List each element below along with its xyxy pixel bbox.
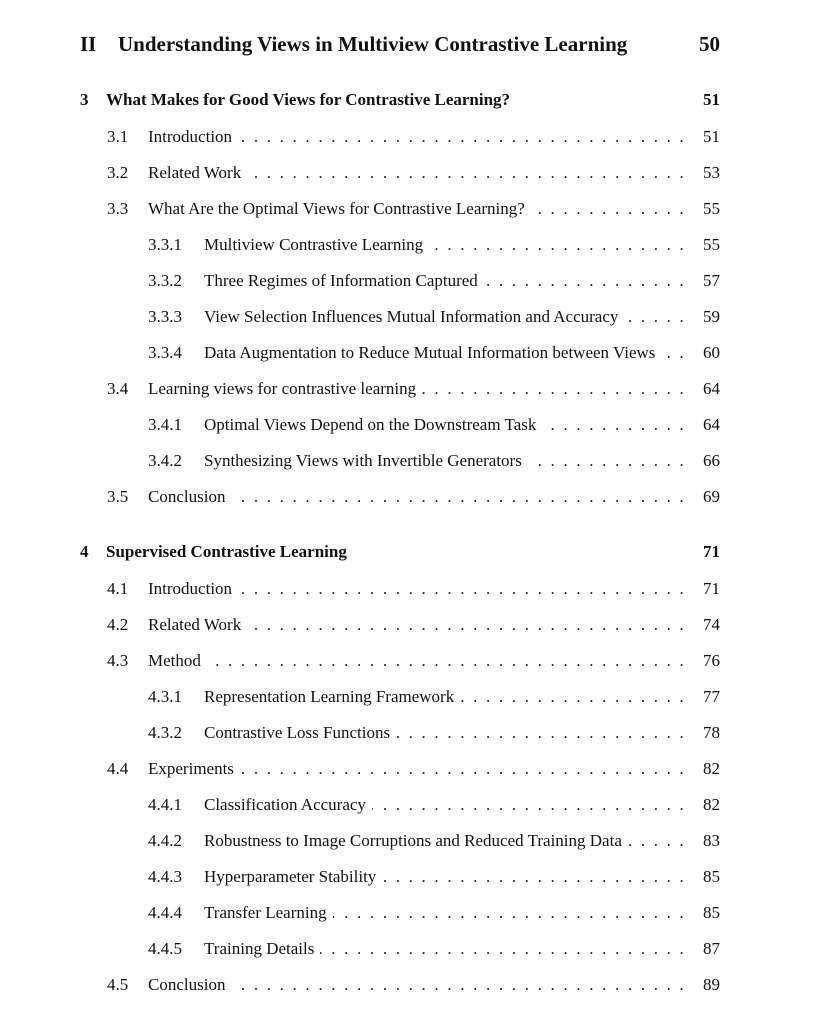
section-number: 3.2 [107,163,129,182]
chapter-heading[interactable] [80,542,720,568]
subsection-number: 3.3.3 [148,307,182,326]
part-number: II [80,32,97,56]
dot-leader [247,163,686,183]
subsection-page: 66 [703,451,720,470]
subsection-page: 82 [703,795,720,814]
dot-leader [372,795,686,815]
dot-leader [531,199,686,219]
subsection-page: 57 [703,271,720,290]
section-page: 55 [703,199,720,218]
section-title: Conclusion [148,975,226,994]
subsection-number: 4.4.1 [148,795,182,814]
subsection-page: 77 [703,687,720,706]
subsection-page: 87 [703,939,720,958]
dot-leader [320,939,686,959]
subsection-title: Optimal Views Depend on the Downstream Task [204,415,537,434]
toc-entry[interactable] [107,163,720,189]
subsection-page: 64 [703,415,720,434]
toc-entry[interactable] [148,451,720,477]
subsection-title: Data Augmentation to Reduce Mutual Information between Views [204,343,656,362]
dot-leader [333,903,686,923]
chapter-page: 71 [703,542,720,561]
section-title: Introduction [148,579,233,598]
subsection-number: 4.4.5 [148,939,182,958]
dot-leader [247,615,686,635]
chapter-number: 3 [80,90,89,109]
subsection-number: 4.3.2 [148,723,182,742]
dot-leader [484,271,686,291]
subsection-number: 3.3.2 [148,271,182,290]
dot-leader [396,723,686,743]
subsection-title: Transfer Learning [204,903,327,922]
subsection-number: 3.4.1 [148,415,182,434]
toc-entry[interactable] [148,795,720,821]
toc-entry[interactable] [107,759,720,785]
dot-leader [528,451,686,471]
toc-entry[interactable] [148,415,720,441]
section-page: 64 [703,379,720,398]
toc-entry[interactable] [148,343,720,369]
subsection-page: 83 [703,831,720,850]
subsection-title: Training Details [204,939,315,958]
chapter-heading[interactable] [80,90,720,116]
dot-leader [429,235,686,255]
toc-entry[interactable] [107,379,720,405]
section-number: 3.5 [107,487,129,506]
dot-leader [422,379,686,399]
subsection-page: 55 [703,235,720,254]
dot-leader [628,831,686,851]
dot-leader [240,759,686,779]
section-page: 53 [703,163,720,182]
subsection-number: 4.3.1 [148,687,182,706]
subsection-number: 3.4.2 [148,451,182,470]
part-heading [80,32,720,58]
dot-leader [460,687,686,707]
section-page: 71 [703,579,720,598]
subsection-page: 85 [703,903,720,922]
section-number: 4.3 [107,651,129,670]
part-page: 50 [699,32,720,56]
section-page: 69 [703,487,720,506]
toc-entry[interactable] [148,831,720,857]
section-title: Related Work [148,163,242,182]
subsection-number: 4.4.3 [148,867,182,886]
toc-entry[interactable] [107,199,720,225]
dot-leader [382,867,686,887]
dot-leader [231,487,686,507]
section-title: What Are the Optimal Views for Contrastive Learning? [148,199,525,218]
chapter-title: What Makes for Good Views for Contrastive Learning? [106,90,511,109]
toc-entry[interactable] [107,579,720,605]
subsection-page: 85 [703,867,720,886]
subsection-title: Classification Accuracy [204,795,366,814]
section-number: 3.1 [107,127,129,146]
subsection-title: Robustness to Image Corruptions and Reduced Training Data [204,831,622,850]
subsection-number: 4.4.4 [148,903,182,922]
section-page: 76 [703,651,720,670]
section-number: 4.2 [107,615,129,634]
chapter-page: 51 [703,90,720,109]
subsection-title: Three Regimes of Information Captured [204,271,478,290]
subsection-page: 60 [703,343,720,362]
toc-entry[interactable] [107,127,720,153]
subsection-number: 3.3.1 [148,235,182,254]
section-number: 4.4 [107,759,129,778]
toc-entry[interactable] [148,723,720,749]
section-title: Conclusion [148,487,226,506]
toc-entry[interactable] [148,235,720,261]
section-title: Introduction [148,127,233,146]
section-number: 3.3 [107,199,129,218]
subsection-title: Hyperparameter Stability [204,867,377,886]
dot-leader [624,307,686,327]
section-title: Method [148,651,201,670]
toc-entry[interactable] [107,651,720,677]
toc-entry[interactable] [107,487,720,513]
subsection-title: Multiview Contrastive Learning [204,235,424,254]
section-page: 82 [703,759,720,778]
dot-leader [661,343,686,363]
section-title: Experiments [148,759,234,778]
subsection-title: View Selection Influences Mutual Information and Accuracy [204,307,619,326]
toc-entry[interactable] [148,867,720,893]
section-page: 89 [703,975,720,994]
dot-leader [238,579,686,599]
dot-leader [238,127,686,147]
toc-entry[interactable] [148,903,720,929]
subsection-number: 3.3.4 [148,343,182,362]
chapter-number: 4 [80,542,89,561]
subsection-page: 59 [703,307,720,326]
section-title: Learning views for contrastive learning [148,379,417,398]
toc-entry[interactable] [148,307,720,333]
section-number: 3.4 [107,379,129,398]
section-title: Related Work [148,615,242,634]
dot-leader [207,651,686,671]
subsection-page: 78 [703,723,720,742]
dot-leader [542,415,686,435]
subsection-title: Contrastive Loss Functions [204,723,391,742]
subsection-title: Representation Learning Framework [204,687,455,706]
toc-entry[interactable] [148,939,720,965]
subsection-title: Synthesizing Views with Invertible Generators [204,451,522,470]
toc-entry[interactable] [148,271,720,297]
dot-leader [231,975,686,995]
toc-entry[interactable] [148,687,720,713]
toc-entry[interactable] [107,615,720,641]
subsection-number: 4.4.2 [148,831,182,850]
section-page: 74 [703,615,720,634]
section-page: 51 [703,127,720,146]
toc-entry[interactable] [107,975,720,1001]
section-number: 4.5 [107,975,129,994]
section-number: 4.1 [107,579,129,598]
part-title: Understanding Views in Multiview Contrastive Learning [118,32,628,56]
chapter-title: Supervised Contrastive Learning [106,542,347,561]
